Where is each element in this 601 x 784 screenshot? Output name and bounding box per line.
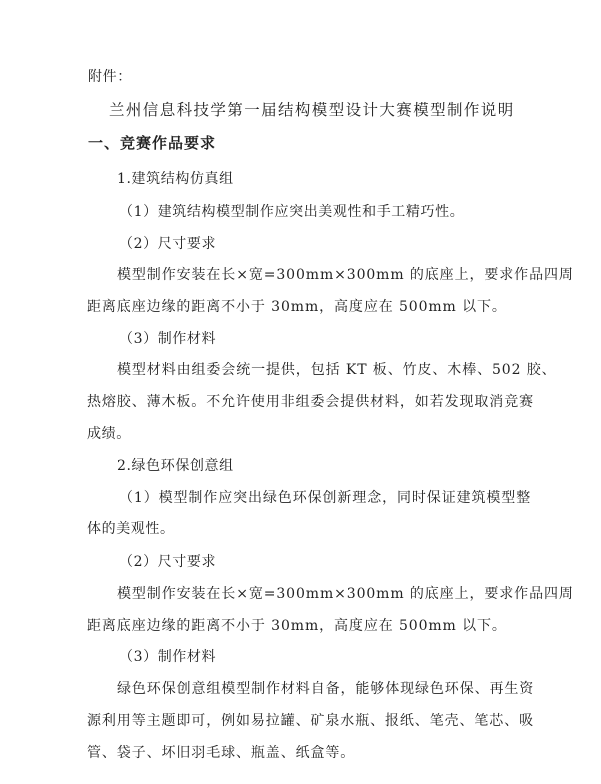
group-1-size-text-line-1: 模型制作安装在长×宽=300mm×300mm 的底座上，要求作品四周 <box>117 267 574 283</box>
group-1-material-line-3: 成绩。 <box>87 426 131 442</box>
group-2-material-line-1: 绿色环保创意组模型制作材料自备，能够体现绿色环保、再生资 <box>117 681 535 697</box>
group-2-material-line-3: 管、袋子、坏旧羽毛球、瓶盖、纸盒等。 <box>87 745 356 761</box>
group-2-item-2-size-heading: （2）尺寸要求 <box>119 554 217 570</box>
group-2-heading: 2.绿色环保创意组 <box>117 458 234 474</box>
group-2-size-text-line-2: 距离底座边缘的距离不小于 30mm，高度应在 500mm 以下。 <box>87 618 507 634</box>
group-1-item-2-size-heading: （2）尺寸要求 <box>119 236 217 252</box>
group-2-item-1-line-1: （1）模型制作应突出绿色环保创新理念，同时保证建筑模型整 <box>119 490 532 506</box>
group-1-item-3-material-heading: （3）制作材料 <box>119 331 217 347</box>
group-2-size-text-line-1: 模型制作安装在长×宽=300mm×300mm 的底座上，要求作品四周 <box>117 586 574 602</box>
group-1-material-line-2: 热熔胶、薄木板。不允许使用非组委会提供材料，如若发现取消竞赛 <box>87 394 534 410</box>
group-1-heading: 1.建筑结构仿真组 <box>117 171 234 187</box>
group-1-material-line-1: 模型材料由组委会统一提供，包括 KT 板、竹皮、木棒、502 胶、 <box>117 362 557 378</box>
document-title: 兰州信息科技学第一届结构模型设计大赛模型制作说明 <box>109 101 515 119</box>
annex-label: 附件： <box>88 69 132 85</box>
group-2-material-line-2: 源利用等主题即可，例如易拉罐、矿泉水瓶、报纸、笔壳、笔芯、吸 <box>87 713 534 729</box>
group-2-item-1-line-2: 体的美观性。 <box>87 521 175 537</box>
group-1-item-1: （1）建筑结构模型制作应突出美观性和手工精巧性。 <box>119 204 465 220</box>
section-heading-competition-requirements: 一、竞赛作品要求 <box>88 134 217 152</box>
group-1-size-text-line-2: 距离底座边缘的距离不小于 30mm，高度应在 500mm 以下。 <box>87 299 507 315</box>
group-2-item-3-material-heading: （3）制作材料 <box>119 649 217 665</box>
